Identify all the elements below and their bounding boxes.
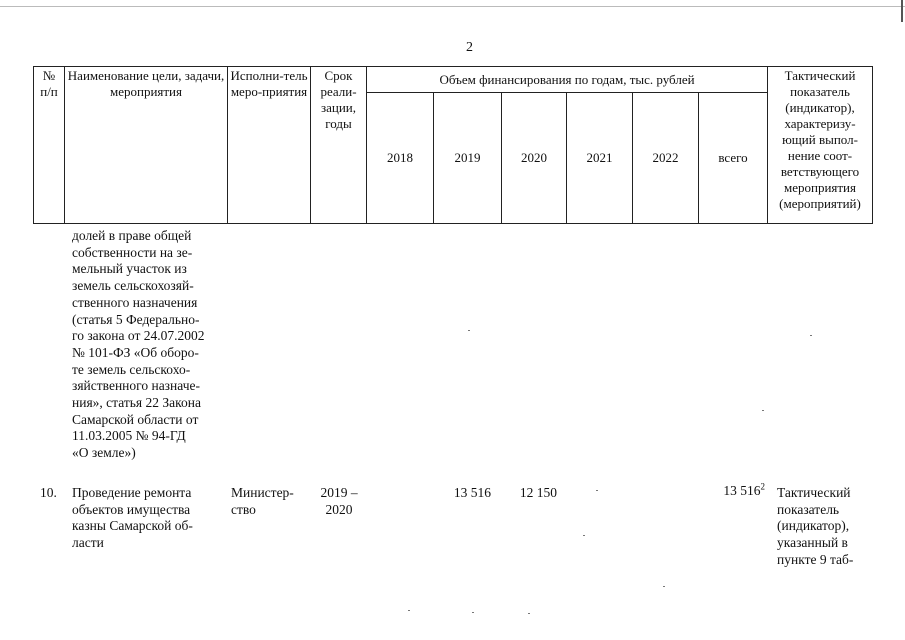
continuation-name: долей в праве общей собственности на зе- мельный участок из земель сельскохозяй- ственного назначения (статья 5 Федерально- го закона от 24.07.2002 № 101-ФЗ «Об оборо- те земель сельскохо- зяйственного назначе- ния», статья 22 Закона Самарской области от 11.03.2005 № 94-ГД «О земле») (72, 228, 205, 461)
header-year-2018: 2018 (367, 93, 434, 224)
scan-speck (408, 610, 410, 611)
header-year-2020: 2020 (502, 93, 567, 224)
scan-edge-line (0, 6, 905, 7)
header-year-2021: 2021 (567, 93, 633, 224)
header-financing: Объем финансирования по годам, тыс. рублей (367, 67, 768, 93)
scan-speck (472, 612, 474, 613)
header-num: № п/п (34, 67, 65, 224)
row10-indicator: Тактический показатель (индикатор), указанный в пункте 9 таб- (777, 485, 854, 567)
row10-term: 2019 – 2020 (320, 485, 358, 517)
financing-table-header (33, 66, 873, 224)
header-name: Наименование цели, задачи, мероприятия (65, 67, 228, 224)
scan-speck (663, 586, 665, 587)
row10-value-2019: 13 516 (453, 485, 491, 500)
scan-speck (762, 410, 764, 411)
header-indicator: Тактический показатель (индикатор), характеризу-ющий выпол-нение соот-ветствующего мероприятия (мероприятий) (768, 67, 873, 224)
row10-value-2020: 12 150 (519, 485, 557, 500)
scan-speck (810, 335, 812, 336)
row10-num: 10. (40, 485, 57, 500)
scan-speck (596, 490, 598, 491)
scan-speck (468, 330, 470, 331)
header-year-total: всего (699, 93, 768, 224)
header-term: Срок реали-зации, годы (311, 67, 367, 224)
row10-value-total: 13 $516^2$ (723, 481, 765, 498)
header-year-2022: 2022 (633, 93, 699, 224)
footnote-mark: 2 (760, 481, 765, 492)
scan-speck (583, 535, 585, 536)
scan-edge-mark (901, 0, 903, 22)
row10-name: Проведение ремонта объектов имущества казны Самарской об- ласти (72, 485, 193, 551)
page-number: 2 (466, 40, 473, 55)
header-year-2019: 2019 (434, 93, 502, 224)
header-executor: Исполни-тель меро-приятия (228, 67, 311, 224)
scan-speck (528, 613, 530, 614)
row10-executor: Министер- ство (231, 485, 294, 517)
